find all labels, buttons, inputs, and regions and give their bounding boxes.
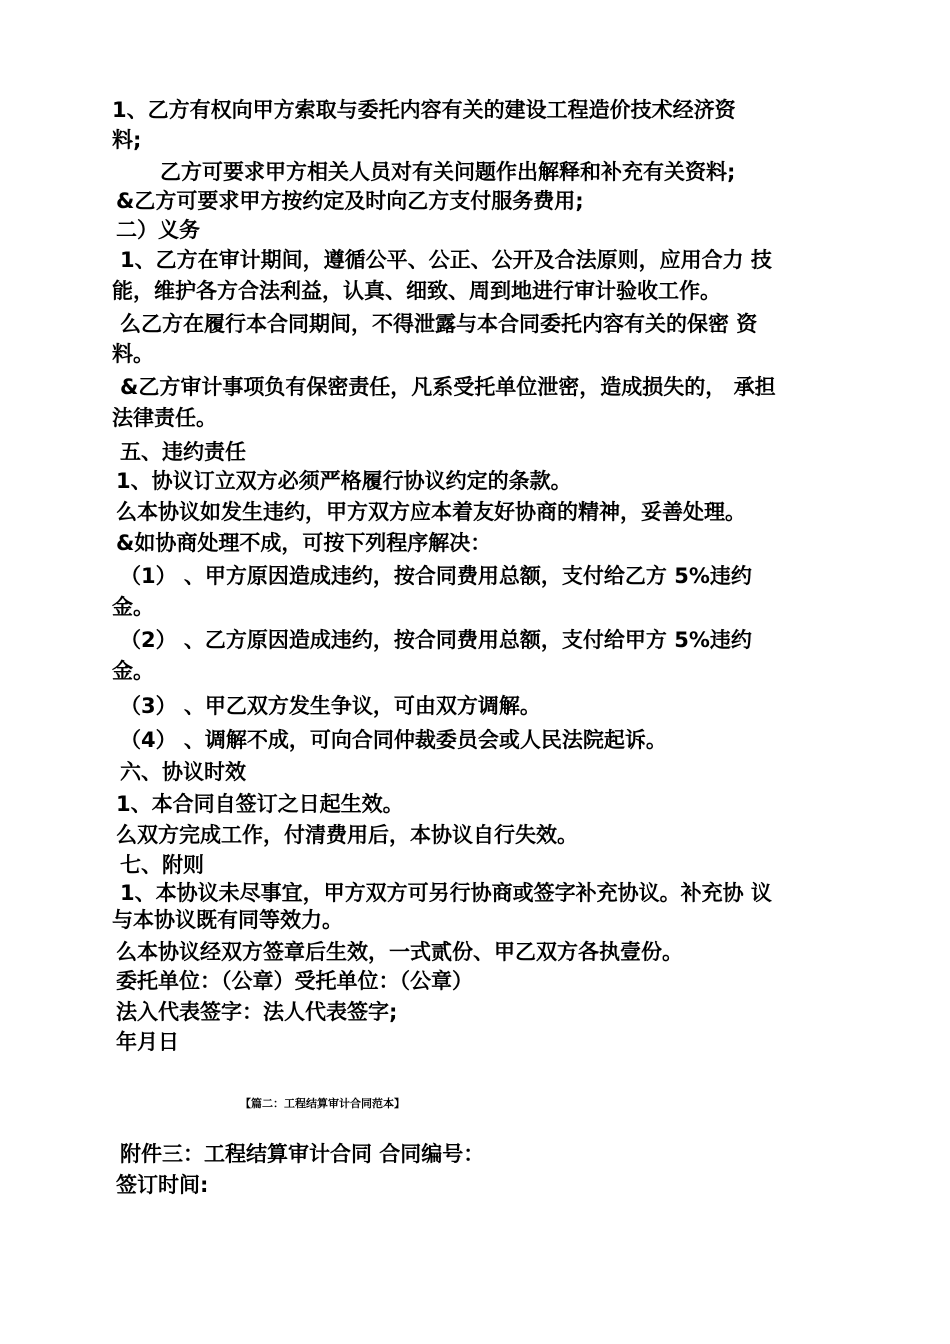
five-sub-4: （4） 、调解不成，可向合同仲裁委员会或人民法院起诉。 (120, 728, 667, 752)
part-two-caption: 【篇二：工程结算审计合同范本】 (240, 1097, 405, 1110)
five-item-3: &如协商处理不成，可按下列程序解决： (116, 531, 492, 555)
paragraph-right-2: 乙方可要求甲方相关人员对有关问题作出解释和补充有关资料; (160, 160, 736, 184)
seal-line: 委托单位：（公章）受托单位：（公章） (116, 969, 473, 993)
five-sub-2a: （2） 、乙方原因造成违约，按合同费用总额，支付给甲方 5%违约 (120, 628, 752, 652)
section-five-heading: 五、违约责任 (120, 440, 246, 464)
signature-line: 法入代表签字：法人代表签字; (116, 1000, 398, 1024)
paragraph-duty-3a: &乙方审计事项负有保密责任，凡系受托单位泄密，造成损失的， 承担 (120, 375, 776, 399)
paragraph-duty-2b: 料。 (112, 342, 154, 366)
paragraph-right-3: &乙方可要求甲方按约定及时向乙方支付服务费用; (116, 189, 584, 213)
five-item-1: 1、协议订立双方必须严格履行协议约定的条款。 (116, 469, 572, 493)
paragraph-duty-3b: 法律责任。 (112, 406, 217, 430)
section-six-heading: 六、协议时效 (120, 760, 246, 784)
six-item-2: 么双方完成工作，付清费用后，本协议自行失效。 (116, 823, 578, 847)
five-sub-1b: 金。 (112, 595, 154, 619)
paragraph-duty-1b: 能，维护各方合法利益，认真、细致、周到地进行审计验收工作。 (112, 279, 721, 303)
duty-heading: 二）义务 (116, 218, 200, 242)
paragraph-right-1a: 1、乙方有权向甲方索取与委托内容有关的建设工程造价技术经济资 (112, 98, 736, 122)
part-two-title: 附件三：工程结算审计合同 合同编号： (120, 1142, 485, 1166)
five-sub-3: （3） 、甲乙双方发生争议，可由双方调解。 (120, 694, 541, 718)
five-sub-2b: 金。 (112, 659, 154, 683)
paragraph-right-1b: 料; (112, 128, 142, 152)
seven-item-2: 么本协议经双方签章后生效，一式贰份、甲乙双方各执壹份。 (116, 940, 683, 964)
five-sub-1a: （1） 、甲方原因造成违约，按合同费用总额，支付给乙方 5%违约 (120, 564, 752, 588)
five-item-2: 么本协议如发生违约，甲方双方应本着友好协商的精神，妥善处理。 (116, 500, 746, 524)
seven-item-1a: 1、本协议未尽事宜，甲方双方可另行协商或签字补充协议。补充协 议 (120, 881, 772, 905)
paragraph-duty-2a: 么乙方在履行本合同期间，不得泄露与本合同委托内容有关的保密 资 (120, 312, 758, 336)
paragraph-duty-1a: 1、乙方在审计期间，遵循公平、公正、公开及合法原则，应用合力 技 (120, 248, 772, 272)
six-item-1: 1、本合同自签订之日起生效。 (116, 792, 404, 816)
seven-item-1b: 与本协议既有同等效力。 (112, 908, 343, 932)
section-seven-heading: 七、附则 (120, 853, 204, 877)
date-line: 年月日 (116, 1030, 179, 1054)
sign-time-line: 签订时间: (116, 1173, 209, 1197)
